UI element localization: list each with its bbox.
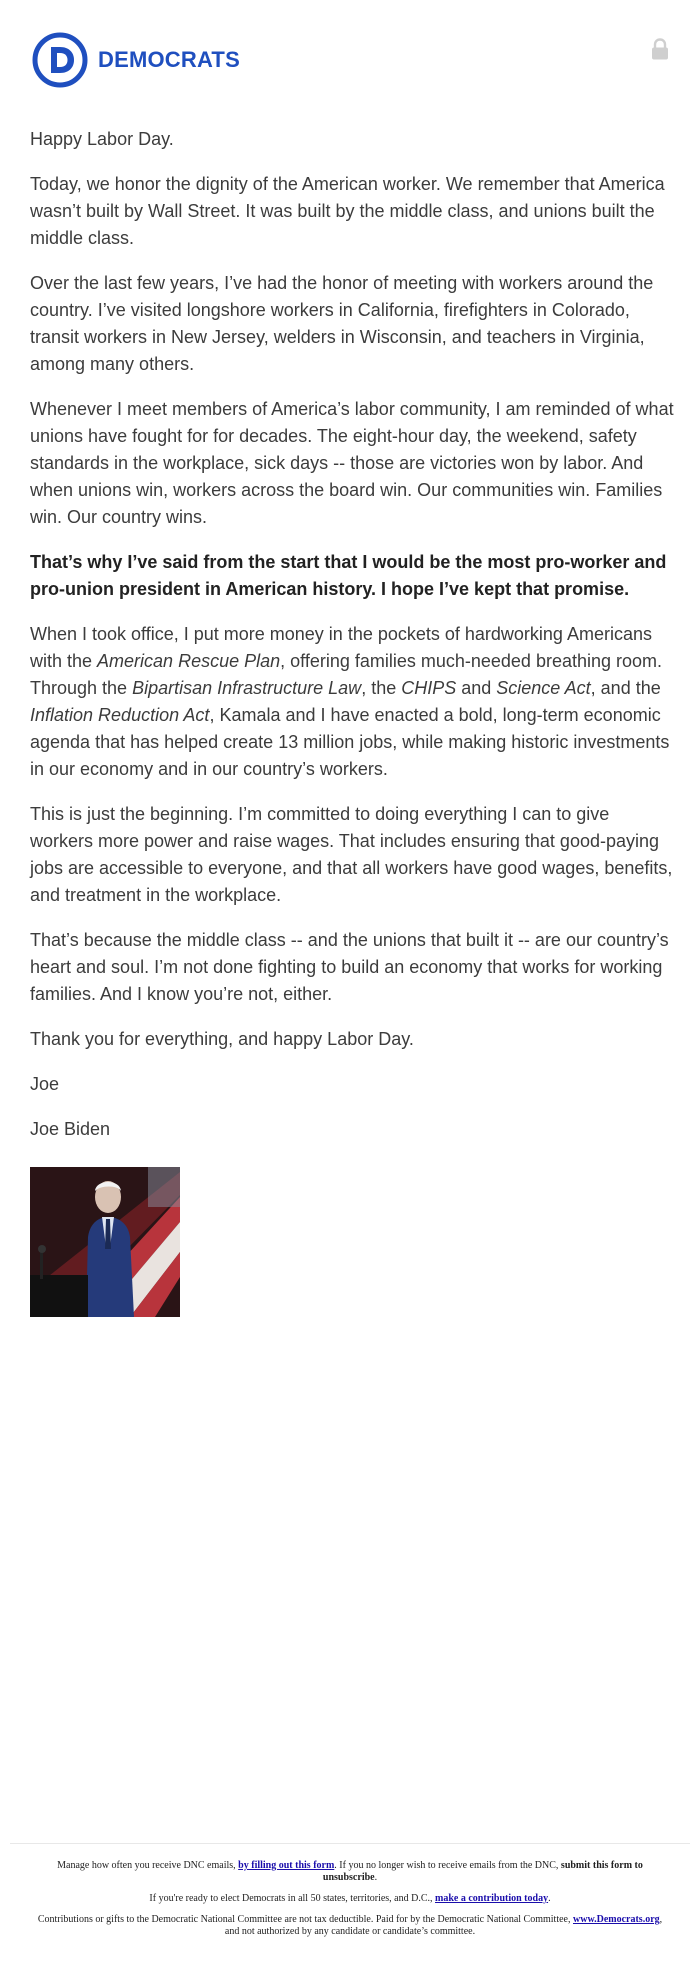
manage-emails-link[interactable]: by filling out this form — [238, 1860, 335, 1871]
paragraph-7: That’s because the middle class -- and the unions that built it -- are our country’s heart and soul. I’m not done fighting to build an economy that works for working families. And I know you’re not, either. — [30, 930, 669, 1004]
email-body — [30, 126, 675, 1161]
inflation-reduction-act: Inflation Reduction Act — [30, 705, 210, 725]
footer-manage-line: Manage how often you receive DNC emails, by filling out this form. If you no longer wish to receive emails from the DNC, submit this form to unsubscribe. — [57, 1860, 643, 1883]
paragraph-5: When I took office, I put more money in the pockets of hardworking Americans with the American Rescue Plan, offering families much-needed breathing room. Through the Bipartisan Infrastructure Law, the CHIPS and Science Act, and the Inflation Reduction Act, Kamala and I have enacted a bold, long-term economic agenda that has helped create 13 million jobs, while making historic investments in our economy and in our country’s workers. — [30, 624, 670, 779]
email-footer — [30, 1860, 670, 1947]
democrats-d-logo-icon — [32, 32, 88, 88]
democrats-org-link[interactable]: www.Democrats.org — [573, 1914, 660, 1925]
footer-disclaimer-line: Contributions or gifts to the Democratic National Committee are not tax deductible. Paid for by the Democratic National Committee, www.Democrats.org, and not authorized by any candidate or candidate’s committee. — [37, 1914, 663, 1937]
unsubscribe-text[interactable]: submit this form to unsubscribe — [322, 1860, 643, 1883]
paragraph-4-bold: That’s why I’ve said from the start that I would be the most pro-worker and pro-union president in American history. I hope I’ve kept that promise. — [30, 552, 667, 599]
american-rescue-plan: American Rescue Plan — [97, 651, 281, 671]
science-act: Science Act — [496, 678, 591, 698]
logo-text: DEMOCRATS — [98, 47, 240, 72]
paragraph-6: This is just the beginning. I’m committed to doing everything I can to give workers more power and raise wages. That includes ensuring that good-paying jobs are accessible to everyone, and that all workers have good wages, benefits, and treatment in the workplace. — [30, 804, 673, 905]
signature: Joe Biden — [30, 1119, 111, 1139]
paragraph-8: Thank you for everything, and happy Labor Day. — [30, 1029, 414, 1049]
footer-contribute-line: If you're ready to elect Democrats in all 50 states, territories, and D.C., make a contribution today. — [149, 1893, 551, 1904]
paragraph-3: Whenever I meet members of America’s labor community, I am reminded of what unions have fought for for decades. The eight-hour day, the weekend, safety standards in the workplace, sick days -- those are victories won by labor. And when unions win, workers across the board win. Our communities win. Families win. Our country wins. — [30, 399, 674, 527]
signoff: Joe — [30, 1074, 60, 1094]
paragraph-1: Today, we honor the dignity of the American worker. We remember that America wasn’t built by Wall Street. It was built by the middle class, and unions built the middle class. — [30, 174, 665, 248]
bipartisan-infrastructure-law: Bipartisan Infrastructure Law — [132, 678, 362, 698]
lock-icon — [651, 38, 669, 60]
footer-divider — [10, 1843, 690, 1844]
paragraph-2: Over the last few years, I’ve had the honor of meeting with workers around the country. I’ve visited longshore workers in California, firefighters in Colorado, transit workers in New Jersey, welders in Wisconsin, and teachers in Virginia, among many others. — [30, 273, 654, 374]
joe-biden-photo — [30, 1167, 180, 1317]
contribute-link[interactable]: make a contribution today — [435, 1893, 549, 1904]
democrats-logo[interactable] — [32, 33, 240, 87]
chips: CHIPS — [401, 678, 457, 698]
greeting: Happy Labor Day. — [30, 129, 174, 149]
email-header — [0, 0, 700, 110]
